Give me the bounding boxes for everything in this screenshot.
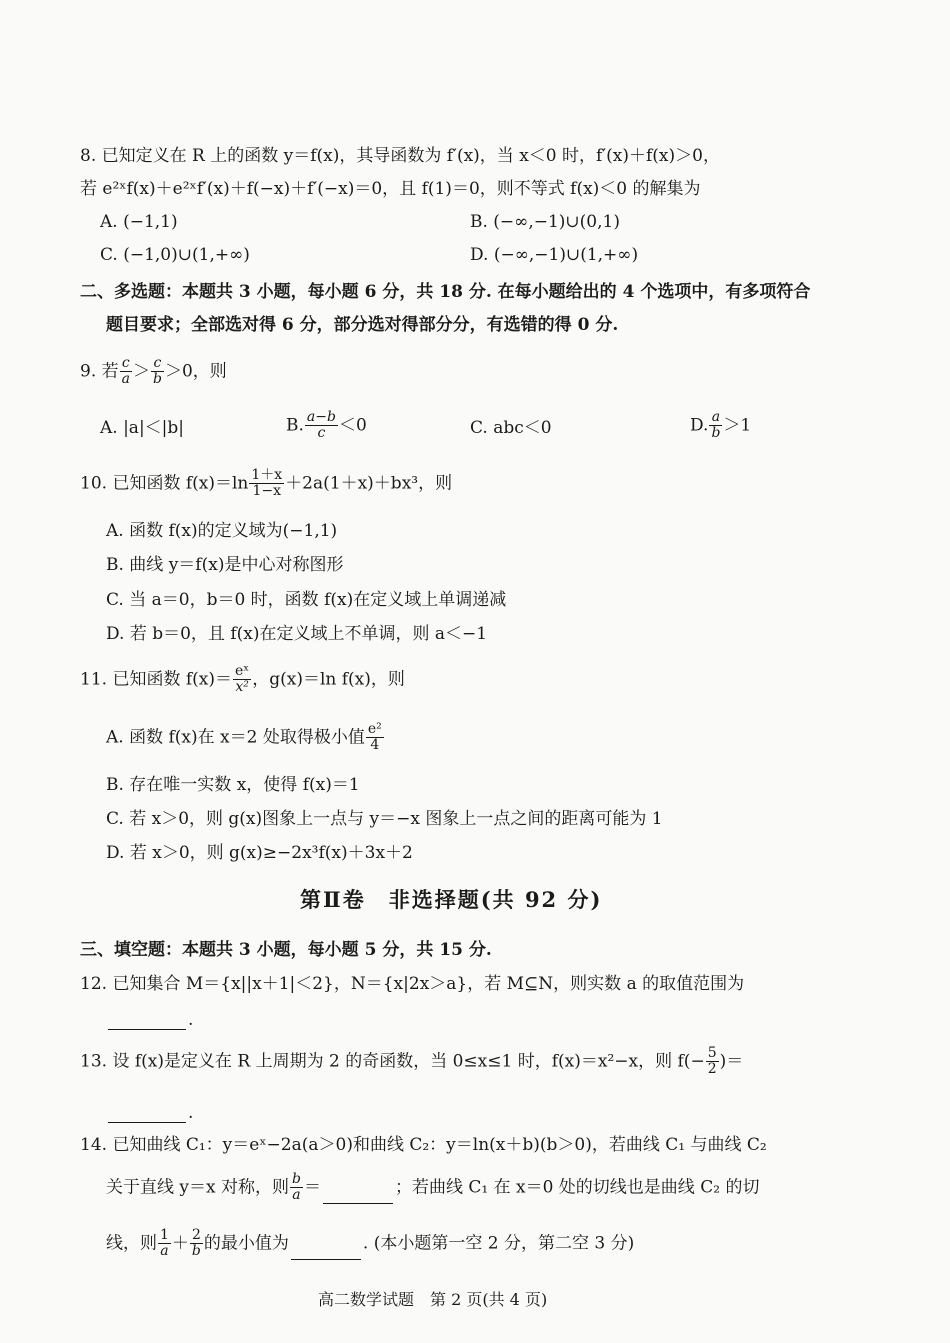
- q12-answer-line: .: [106, 1010, 193, 1030]
- q12-answer-blank[interactable]: [108, 1028, 186, 1030]
- q10-option-c: C. 当 a＝0，b＝0 时，函数 f(x)在定义域上单调递减: [106, 590, 507, 610]
- q14-stem-line1: 14. 已知曲线 C₁：y＝eˣ−2a(a＞0)和曲线 C₂：y＝ln(x＋b)(b＞0)，若曲线 C₁ 与曲线 C₂: [80, 1135, 767, 1155]
- q14-stem-line2: 关于直线 y＝x 对称，则 $\frac{b}{a}$ ＝ ；若曲线 C₁ 在 x＝0 处的切线也是曲线 C₂ 的切: [106, 1171, 760, 1204]
- q11-option-b: B. 存在唯一实数 x，使得 f(x)＝1: [106, 775, 360, 795]
- section2-heading-line1: 二、多选题：本题共 3 小题，每小题 6 分，共 18 分. 在每小题给出的 4 个选项中，有多项符合: [80, 282, 811, 302]
- q9-stem: 9. 若 $\frac{c}{a}$ ＞ $\frac{c}{b}$ ＞0，则: [80, 355, 227, 388]
- q10-option-d: D. 若 b＝0，且 f(x)在定义域上不单调，则 a＜−1: [106, 624, 488, 644]
- q8-stem-line2: 若 e²ˣf(x)＋e²ˣf′(x)＋f(−x)＋f′(−x)＝0，且 f(1)＝0，则不等式 f(x)＜0 的解集为: [80, 179, 701, 199]
- section2-heading-line2: 题目要求；全部选对得 6 分，部分选对得部分分，有选错的得 0 分.: [106, 315, 619, 335]
- page-footer: 高二数学试题 第 2 页(共 4 页): [318, 1290, 548, 1309]
- part2-title: 第Ⅱ卷 非选择题(共 92 分): [300, 887, 603, 912]
- q13-stem: 13. 设 f(x)是定义在 R 上周期为 2 的奇函数，当 0≤x≤1 时，f(x)＝x²−x，则 f(− $\frac{5}{2}$ )＝: [80, 1045, 744, 1078]
- q12-stem: 12. 已知集合 M＝{x||x＋1|＜2}，N＝{x|2x＞a}，若 M⊆N，则实数 a 的取值范围为: [80, 974, 745, 994]
- q11-fraction: $\frac{\text{eˣ}}{\text{x²}}$: [235, 663, 250, 696]
- q9-frac-c-over-b: $\frac{c}{b}$: [152, 355, 162, 388]
- q8-option-d: D. (−∞,−1)∪(1,+∞): [470, 245, 639, 265]
- q8-option-c: C. (−1,0)∪(1,+∞): [100, 245, 250, 265]
- q14-answer-blank-1[interactable]: [323, 1202, 393, 1204]
- q10-fraction: $\frac{1+x}{1-x}$: [251, 467, 283, 500]
- q8-option-b: B. (−∞,−1)∪(0,1): [470, 212, 620, 232]
- q11-option-a: A. 函数 f(x)在 x＝2 处取得极小值 $\frac{\text{e²}}{4}$: [106, 721, 382, 754]
- q14-stem-line3: 线，则 $\frac{1}{a}$ ＋ $\frac{2}{b}$ 的最小值为 . (本小题第一空 2 分，第二空 3 分): [106, 1227, 635, 1260]
- q9-frac-c-over-a: $\frac{c}{a}$: [121, 355, 130, 388]
- q8-stem-line1: 8. 已知定义在 R 上的函数 y＝f(x)，其导函数为 f′(x)，当 x＜0 时，f′(x)＋f(x)＞0，: [80, 146, 720, 166]
- section3-heading: 三、填空题：本题共 3 小题，每小题 5 分，共 15 分.: [80, 940, 492, 960]
- q11-option-d: D. 若 x＞0，则 g(x)≥−2x³f(x)＋3x＋2: [106, 843, 413, 863]
- q10-stem: 10. 已知函数 f(x)＝ln $\frac{1+x}{1-x}$ ＋2a(1＋x)＋bx³，则: [80, 467, 453, 500]
- q9-option-a: A. |a|＜|b|: [100, 418, 185, 438]
- q14-answer-blank-2[interactable]: [291, 1258, 361, 1260]
- q9-option-d: D. $\frac{a}{b}$ ＞1: [690, 409, 752, 442]
- q10-option-a: A. 函数 f(x)的定义域为(−1,1): [106, 521, 338, 541]
- q10-option-b: B. 曲线 y＝f(x)是中心对称图形: [106, 555, 344, 575]
- q13-fraction: $\frac{5}{2}$: [707, 1045, 717, 1078]
- q9-option-c: C. abc＜0: [470, 418, 552, 438]
- q13-answer-blank[interactable]: [108, 1121, 186, 1123]
- q11-stem: 11. 已知函数 f(x)＝ $\frac{\text{eˣ}}{\text{x²}}$ ，g(x)＝ln f(x)，则: [80, 663, 405, 696]
- q11-option-c: C. 若 x＞0，则 g(x)图象上一点与 y＝−x 图象上一点之间的距离可能为 1: [106, 809, 663, 829]
- q9-option-b: B. $\frac{a-b}{c}$ ＜0: [286, 409, 367, 442]
- q8-option-a: A. (−1,1): [100, 212, 178, 232]
- q13-answer-line: .: [106, 1103, 193, 1123]
